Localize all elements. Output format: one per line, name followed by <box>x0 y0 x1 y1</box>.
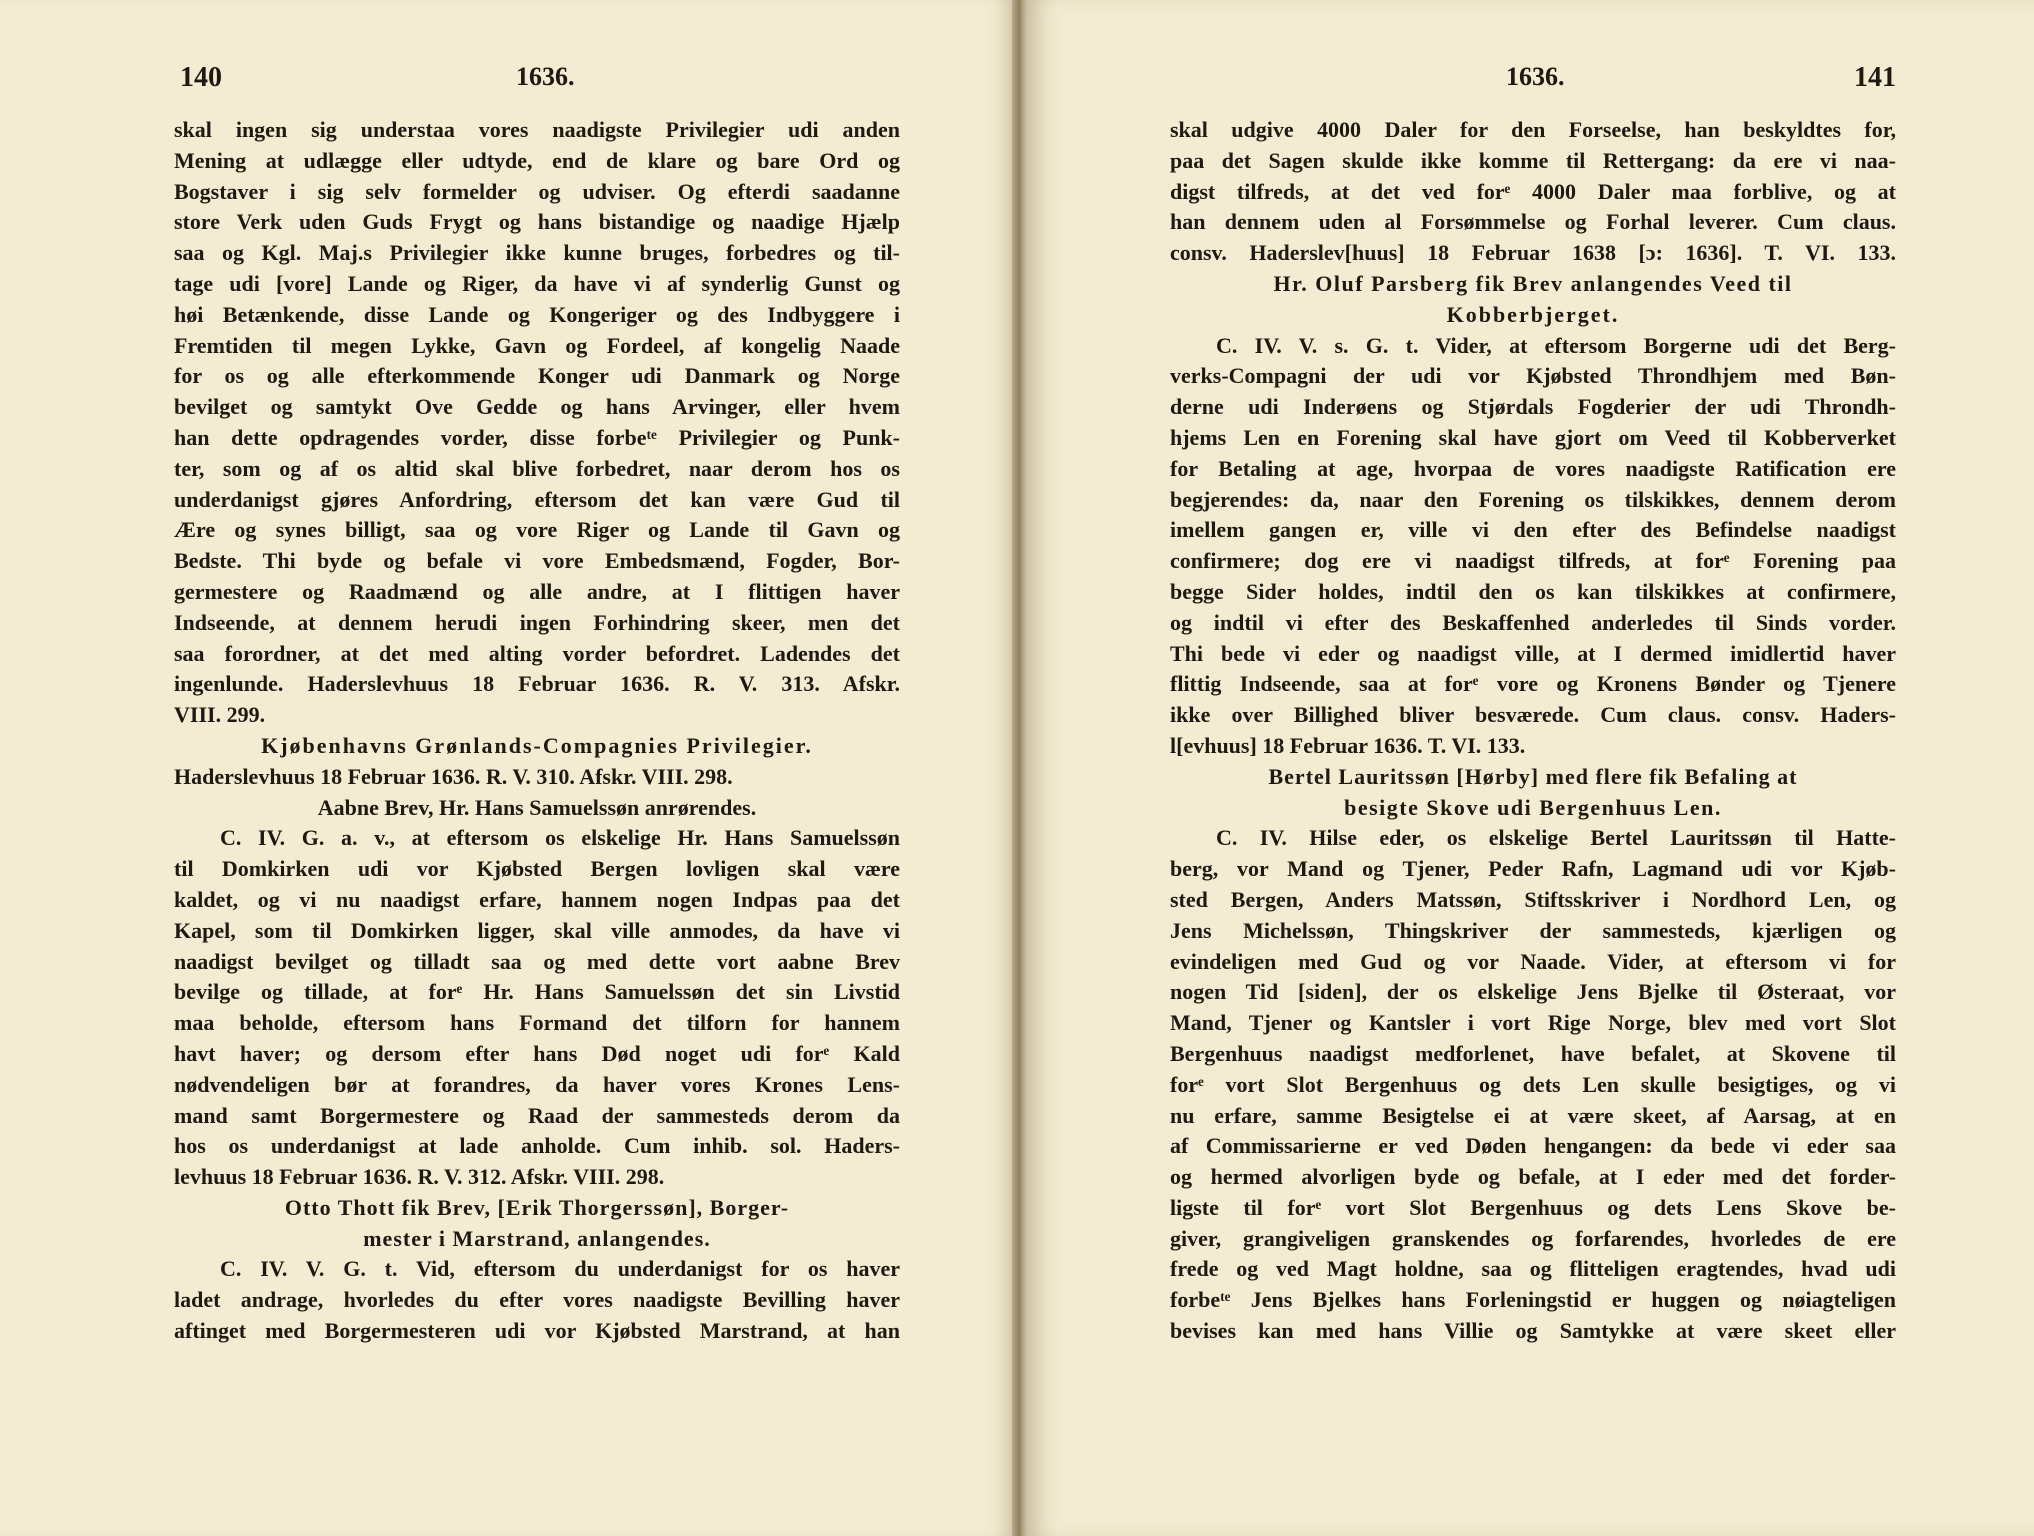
text-line: flittig Indseende, saa at forᵉ vore og Kronens Bønder og Tjenere <box>1170 671 1896 697</box>
section-heading: Otto Thott fik Brev, [Erik Thorgerssøn], Borger- <box>284 1194 790 1220</box>
text-line: begjerendes: da, naar den Forening os tilskikkes, dennem derom <box>1170 486 1896 512</box>
text-line: C. IV. V. G. t. Vid, eftersom du underdanigst for os haver <box>220 1256 900 1282</box>
text-line: store Verk uden Guds Frygt og hans bistandige og naadige Hjælp <box>174 209 900 235</box>
text-line: Bergenhuus naadigst medforlenet, have befalet, at Skovene til <box>1170 1040 1896 1066</box>
text-line: ikke over Billighed bliver besværede. Cum claus. consv. Haders- <box>1170 702 1896 728</box>
text-line: havt haver; og dersom efter hans Død noget udi forᵉ Kald <box>174 1040 900 1066</box>
text-line: nu erfare, samme Besigtelse ei at være skeet, af Aarsag, at en <box>1170 1102 1896 1128</box>
text-line: consv. Haderslev[huus] 18 Februar 1638 [ɔ: 1636]. T. VI. 133. <box>1170 240 1896 266</box>
text-line: skal ingen sig understaa vores naadigste Privilegier udi anden <box>174 117 900 142</box>
text-line: Thi bede vi eder og naadigst ville, at I dermed imidlertid haver <box>1170 640 1896 666</box>
text-line: forbeᵗᵉ Jens Bjelkes hans Forleningstid er huggen og nøiagteligen <box>1170 1287 1896 1313</box>
text-line: bevilget og samtykt Ove Gedde og hans Arvinger, eller hvem <box>174 394 900 420</box>
text-line: høi Betænkende, disse Lande og Kongeriger og des Indbyggere i <box>174 301 900 327</box>
text-line: og hermed alvorligen byde og befale, at I eder med det forder- <box>1170 1164 1896 1190</box>
text-line: underdanigst gjøres Anfordring, eftersom det kan være Gud til <box>174 486 900 512</box>
text-line: ladet andrage, hvorledes du efter vores naadigste Bevilling haver <box>174 1287 900 1313</box>
text-line: saa forordner, at det med alting vorder befordret. Ladendes det <box>174 640 900 666</box>
section-heading: besigte Skove udi Bergenhuus Len. <box>1344 794 1722 820</box>
text-line: naadigst bevilget og tilladt saa og med dette vort aabne Brev <box>174 948 900 974</box>
text-line: nødvendeligen bør at forandres, da haver vores Krones Lens- <box>174 1071 900 1097</box>
text-line: bevises kan med hans Villie og Samtykke at være skeet eller <box>1170 1318 1896 1344</box>
section-heading: Hr. Oluf Parsberg fik Brev anlangendes Veed til <box>1273 270 1793 296</box>
running-head-left: 1636. <box>516 62 575 91</box>
text-line: sted Bergen, Anders Matssøn, Stiftsskriver i Nordhord Len, og <box>1170 886 1896 912</box>
text-line: hos os underdanigst at lade anholde. Cum inhib. sol. Haders- <box>174 1133 900 1159</box>
text-line: berg, vor Mand og Tjener, Peder Rafn, Lagmand udi vor Kjøb- <box>1170 856 1896 882</box>
right-page-text <box>1170 115 1896 1347</box>
text-line: C. IV. Hilse eder, os elskelige Bertel Lauritssøn til Hatte- <box>1216 825 1896 851</box>
text-line: digst tilfreds, at det ved forᵉ 4000 Daler maa forblive, og at <box>1170 178 1896 204</box>
text-line: C. IV. G. a. v., at eftersom os elskelige Hr. Hans Samuelssøn <box>220 825 900 851</box>
text-line: af Commissarierne er ved Døden hengangen: da bede vi eder saa <box>1170 1133 1896 1159</box>
text-line: Mand, Tjener og Kantsler i vort Rige Norge, blev med vort Slot <box>1170 1010 1896 1036</box>
text-line: til Domkirken udi vor Kjøbsted Bergen lovligen skal være <box>174 856 900 882</box>
right-page-header <box>1170 62 1896 102</box>
text-line: ingenlunde. Haderslevhuus 18 Februar 1636. R. V. 313. Afskr. <box>174 671 900 697</box>
text-line: maa beholde, eftersom hans Formand det tilforn for hannem <box>174 1010 900 1036</box>
text-line: mand samt Borgermestere og Raad der sammesteds derom da <box>174 1102 900 1128</box>
text-line: Haderslevhuus 18 Februar 1636. R. V. 310. Afskr. VIII. 298. <box>174 763 733 789</box>
text-line: for os og alle efterkommende Konger udi Danmark og Norge <box>174 363 900 389</box>
section-heading: Aabne Brev, Hr. Hans Samuelssøn anrørendes. <box>317 794 757 820</box>
text-line: frede og ved Magt holdne, saa og flitteligen eragtendes, hvad udi <box>1170 1256 1896 1282</box>
text-line: Bedste. Thi byde og befale vi vore Embedsmænd, Fogder, Bor- <box>174 548 900 574</box>
text-line: Mening at udlægge eller udtyde, end de klare og bare Ord og <box>174 147 900 173</box>
text-line: forᵉ vort Slot Bergenhuus og dets Len skulle besigtiges, og vi <box>1170 1071 1896 1097</box>
section-heading: Kobberbjerget. <box>1446 301 1620 327</box>
text-line: han dette opdragendes vorder, disse forbeᵗᵉ Privilegier og Punk- <box>174 424 900 450</box>
text-line: VIII. 299. <box>174 702 266 728</box>
text-line: kaldet, og vi nu naadigst erfare, hannem nogen Indpas paa det <box>174 886 900 912</box>
page-number-left: 140 <box>180 62 222 93</box>
text-line: saa og Kgl. Maj.s Privilegier ikke kunne bruges, forbedres og til- <box>174 240 900 266</box>
text-line: tage udi [vore] Lande og Riger, da have vi af synderlig Gunst og <box>174 270 900 296</box>
text-line: begge Sider holdes, indtil den os kan tilskikkes at confirmere, <box>1170 578 1896 604</box>
text-line: ligste til forᵉ vort Slot Bergenhuus og dets Lens Skove be- <box>1170 1194 1896 1220</box>
text-line: hjems Len en Forening skal have gjort om Veed til Kobberverket <box>1170 424 1896 450</box>
text-line: germestere og Raadmænd og alle andre, at I flittigen haver <box>174 578 900 604</box>
text-line: bevilge og tillade, at forᵉ Hr. Hans Samuelssøn det sin Livstid <box>174 979 900 1005</box>
text-line: skal udgive 4000 Daler for den Forseelse, han beskyldtes for, <box>1170 117 1896 142</box>
section-heading: Kjøbenhavns Grønlands-Compagnies Privilegier. <box>261 732 813 758</box>
left-page <box>0 0 1014 1536</box>
text-line: Indseende, at dennem herudi ingen Forhindring skeer, men det <box>174 609 900 635</box>
text-line: imellem gangen er, ville vi den efter des Befindelse naadigst <box>1170 517 1896 543</box>
text-line: aftinget med Borgermesteren udi vor Kjøbsted Marstrand, at han <box>174 1318 900 1344</box>
left-page-text <box>174 115 900 1347</box>
text-line: evindeligen med Gud og vor Naade. Vider, at eftersom vi for <box>1170 948 1896 974</box>
right-page <box>1026 0 2034 1536</box>
text-line: l[evhuus] 18 Februar 1636. T. VI. 133. <box>1170 732 1526 758</box>
text-line: derne udi Inderøens og Stjørdals Fogderier der udi Throndh- <box>1170 394 1896 420</box>
text-line: giver, grangiveligen granskendes og forfarendes, hvorledes de ere <box>1170 1225 1896 1251</box>
text-line: for Betaling at age, hvorpaa de vores naadigste Ratification ere <box>1170 455 1896 481</box>
page-number-right: 141 <box>1854 62 1896 93</box>
text-line: verks-Compagni der udi vor Kjøbsted Throndhjem med Bøn- <box>1170 363 1896 389</box>
running-head-right: 1636. <box>1506 62 1565 91</box>
text-line: confirmere; dog ere vi naadigst tilfreds, at forᵉ Forening paa <box>1170 548 1896 574</box>
left-page-header <box>174 62 900 102</box>
text-line: Kapel, som til Domkirken ligger, skal ville anmodes, da have vi <box>174 917 900 943</box>
text-line: C. IV. V. s. G. t. Vider, at eftersom Borgerne udi det Berg- <box>1216 332 1896 358</box>
text-line: ter, som og af os altid skal blive forbedret, naar derom hos os <box>174 455 900 481</box>
text-line: Fremtiden til megen Lykke, Gavn og Fordeel, af kongelig Naade <box>174 332 900 358</box>
section-heading: Bertel Lauritssøn [Hørby] med flere fik Befaling at <box>1268 763 1798 789</box>
text-line: Bogstaver i sig selv formelder og udviser. Og efterdi saadanne <box>174 178 900 204</box>
text-line: nogen Tid [siden], der os elskelige Jens Bjelke til Østeraat, vor <box>1170 979 1896 1005</box>
text-line: Jens Michelssøn, Thingskriver der sammesteds, kjærligen og <box>1170 917 1896 943</box>
section-heading: mester i Marstrand, anlangendes. <box>363 1225 711 1251</box>
text-line: Ære og synes billigt, saa og vore Riger og Lande til Gavn og <box>174 517 900 543</box>
text-line: paa det Sagen skulde ikke komme til Rettergang: da ere vi naa- <box>1170 147 1896 173</box>
text-line: levhuus 18 Februar 1636. R. V. 312. Afskr. VIII. 298. <box>174 1164 665 1190</box>
text-line: og indtil vi efter des Beskaffenhed anderledes til Sinds vorder. <box>1170 609 1896 635</box>
text-line: han dennem uden al Forsømmelse og Forhal leverer. Cum claus. <box>1170 209 1896 235</box>
